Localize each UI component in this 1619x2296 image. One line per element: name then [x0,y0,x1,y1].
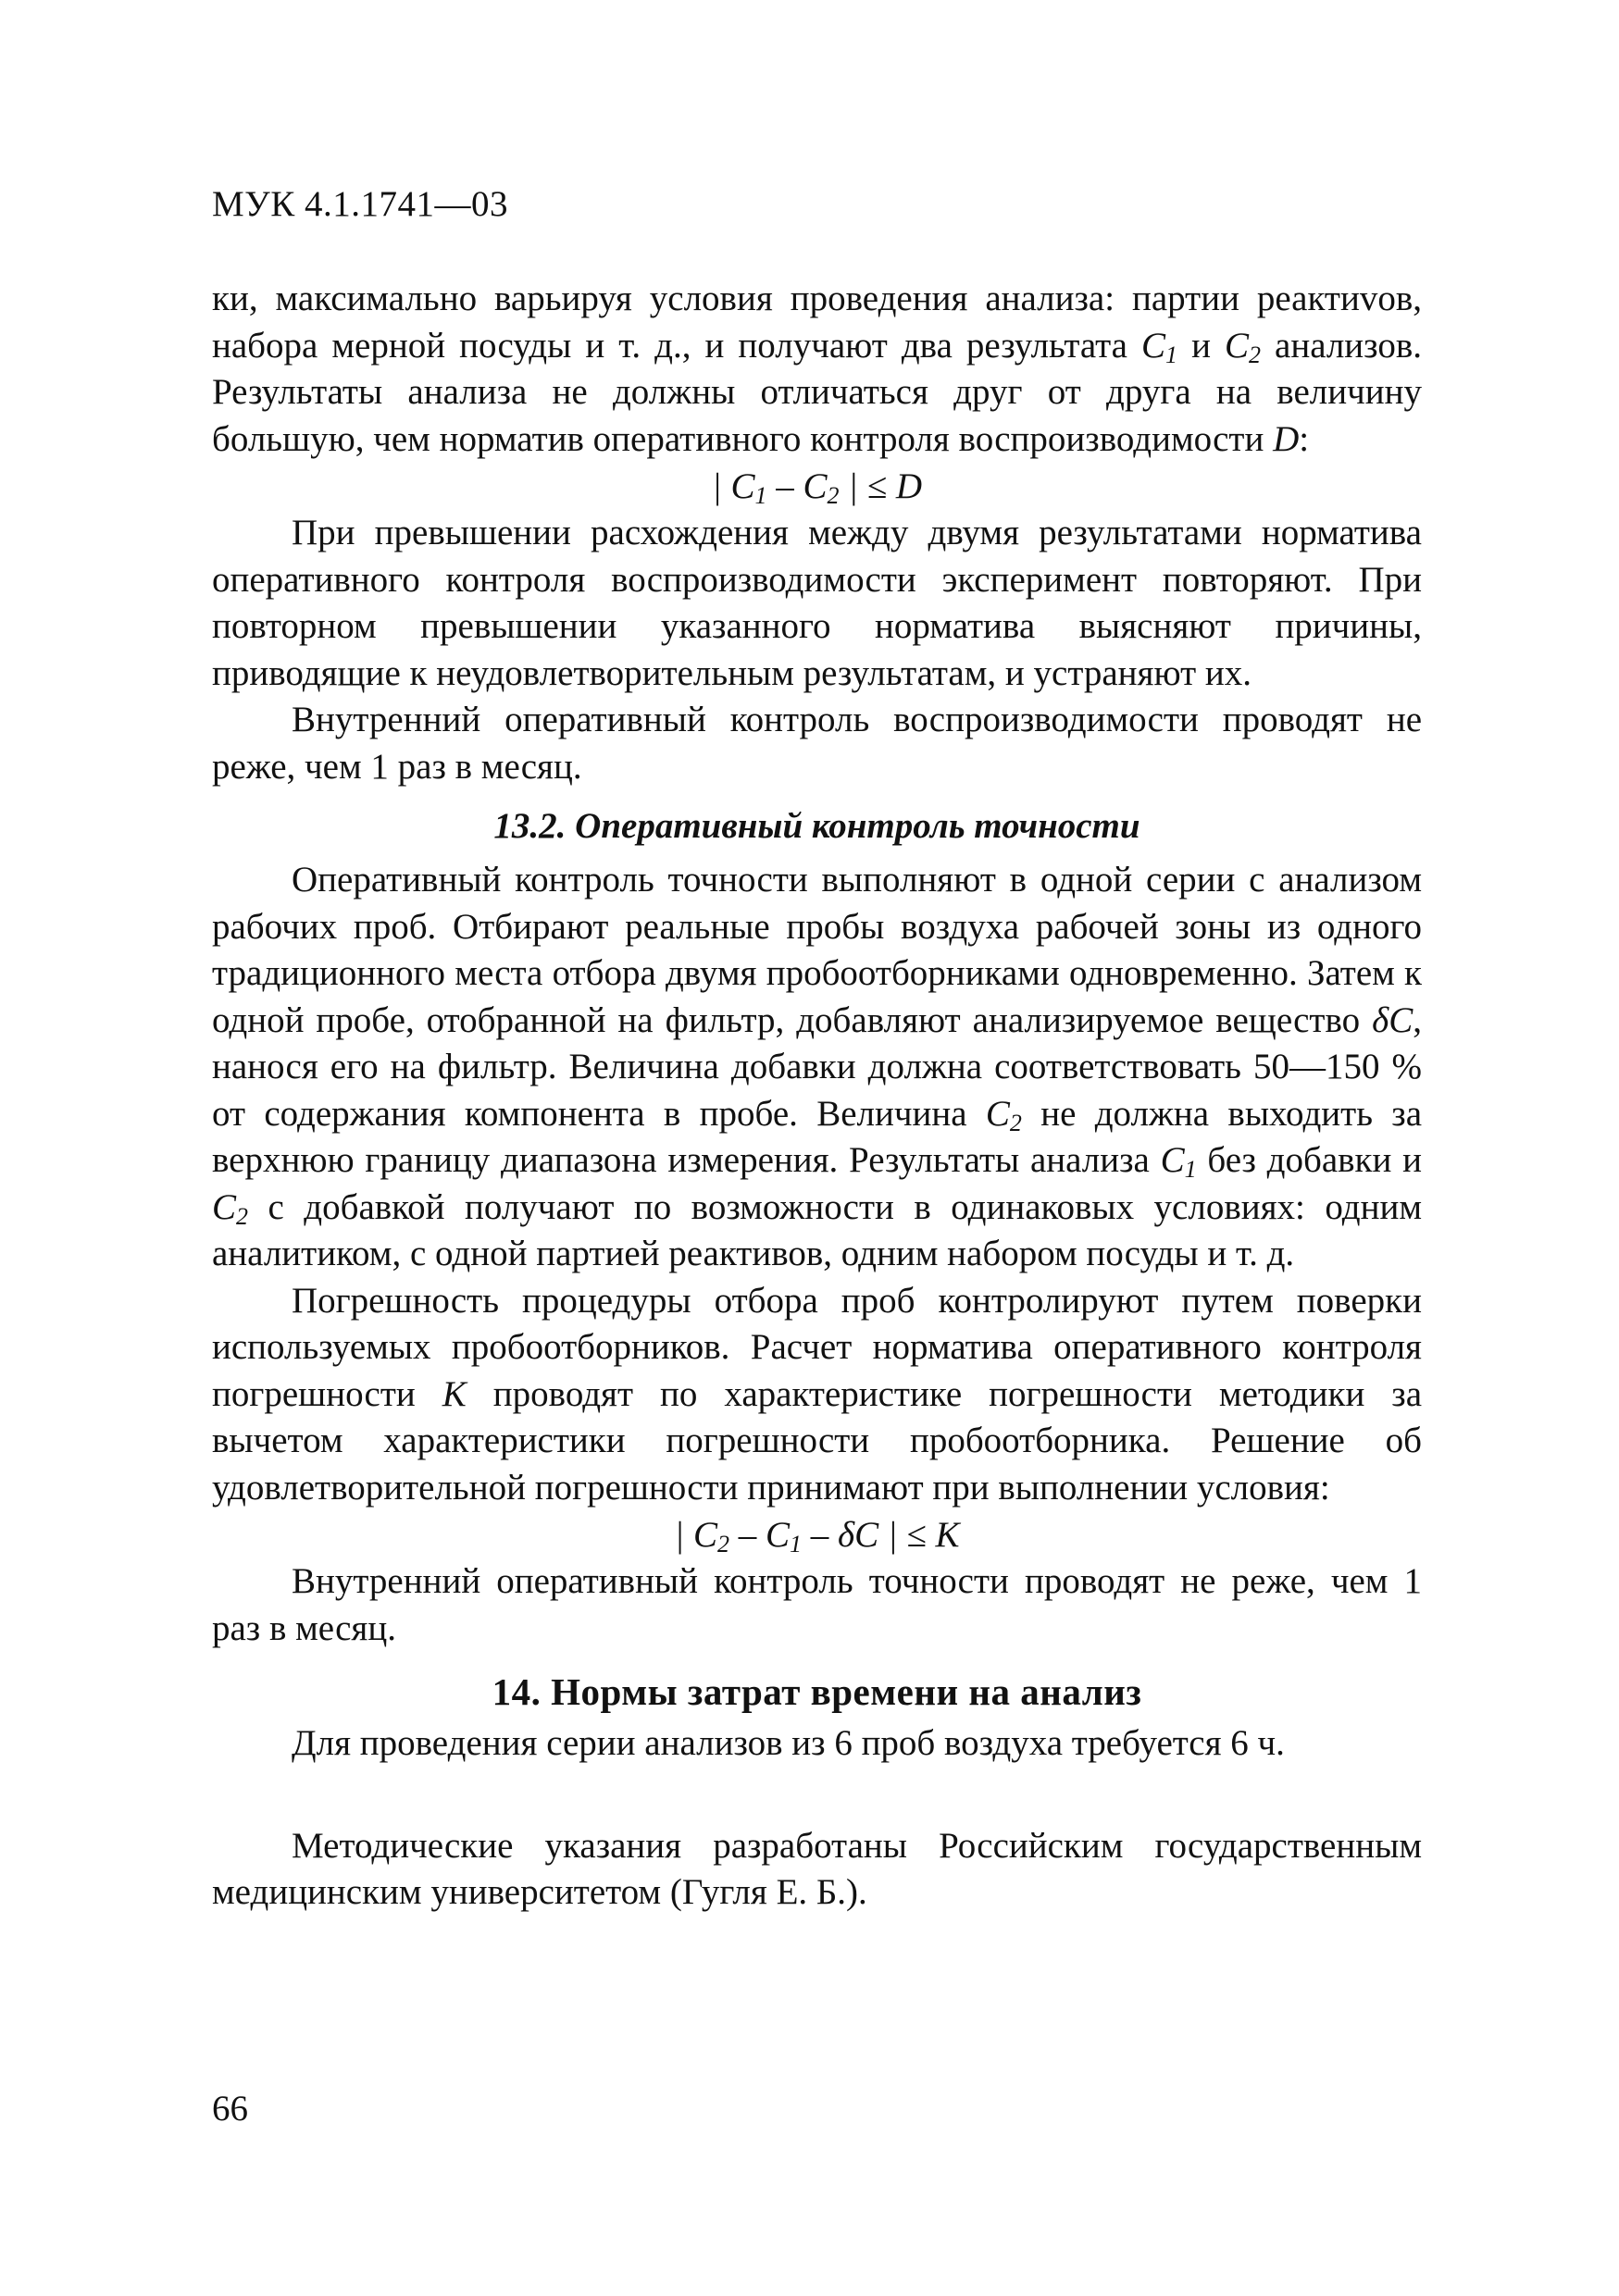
section-title: 14. Нормы затрат времени на анализ [492,1670,1142,1713]
var-d: D [1273,418,1300,459]
var-c1: $C_1$ [1141,325,1178,368]
var-c2: $C_2$ [1224,325,1261,368]
paragraph-3: Внутренний оперативный контроль воспроизводимости проводят не реже, чем 1 раз в месяц. [212,700,1422,787]
paragraph-8: Методические указания разработаны Российским государственным медицинским университетом (Гугля Е. Б.). [212,1825,1422,1912]
document-body [212,276,1422,1917]
paragraph-1: ки, максимально варьируя условия проведения анализа: партии реактиvов, набора мерной посуды и т. д., и получают два результата $C_1$ и $C_2$ анализов. Результаты анализа не должны отличаться друг от друга на величину большую, чем норматив оперативного контроля воспроизводимости D: [212,279,1423,459]
formula-accuracy: | $C_2 - C_1$ – δC | ≤ K [674,1515,960,1558]
formula-reproducibility: | $C_1 - C_2$ | ≤ D [711,466,923,509]
subsection-title: 13.2. Оперативный контроль точности [493,806,1140,846]
document-header: МУК 4.1.1741—03 [212,184,509,224]
paragraph-7: Для проведения серии анализов из 6 проб воздуха требуется 6 ч. [292,1723,1285,1763]
paragraph-2: При превышении расхождения между двумя результатами норматива оперативного контроля воспроизводимости эксперимент повторяют. При повторном превышении указанного норматива выясняют причины, приводящие к неудовлетворительным результатам, и устраняют их. [212,513,1422,693]
page-number: 66 [212,2089,248,2128]
paragraph-6: Внутренний оперативный контроль точности проводят не реже, чем 1 раз в месяц. [212,1561,1422,1648]
paragraph-4: Оперативный контроль точности выполняют в одной серии с анализом рабочих проб. Отбирают реальные пробы воздуха рабочей зоны из одного традиционного места отбора двумя пробоотборниками одновременно. Затем к одной пробе, отобранной на фильтр, добавляют анализируемое вещество δC, нанося его на фильтр. Величина добавки должна соответствовать 50—150 % от содержания компонента в пробе. Величина $C_2$ не должна выходить за верхнюю границу диапазона измерения. Результаты анализа $C_1$ без добавки и $C_2$ с добавкой получают по возможности в одинаковых условиях: одним аналитиком, с одной партией реактивов, одним набором посуды и т. д. [212,860,1423,1273]
paragraph-5: Погрешность процедуры отбора проб контролируют путем поверки используемых пробоотборников. Расчет норматива оперативного контроля погрешности K проводят по характеристике погрешности методики за вычетом характеристики погрешности пробоотборника. Решение об удовлетворительной погрешности принимают при выполнении условия: [212,1280,1423,1508]
